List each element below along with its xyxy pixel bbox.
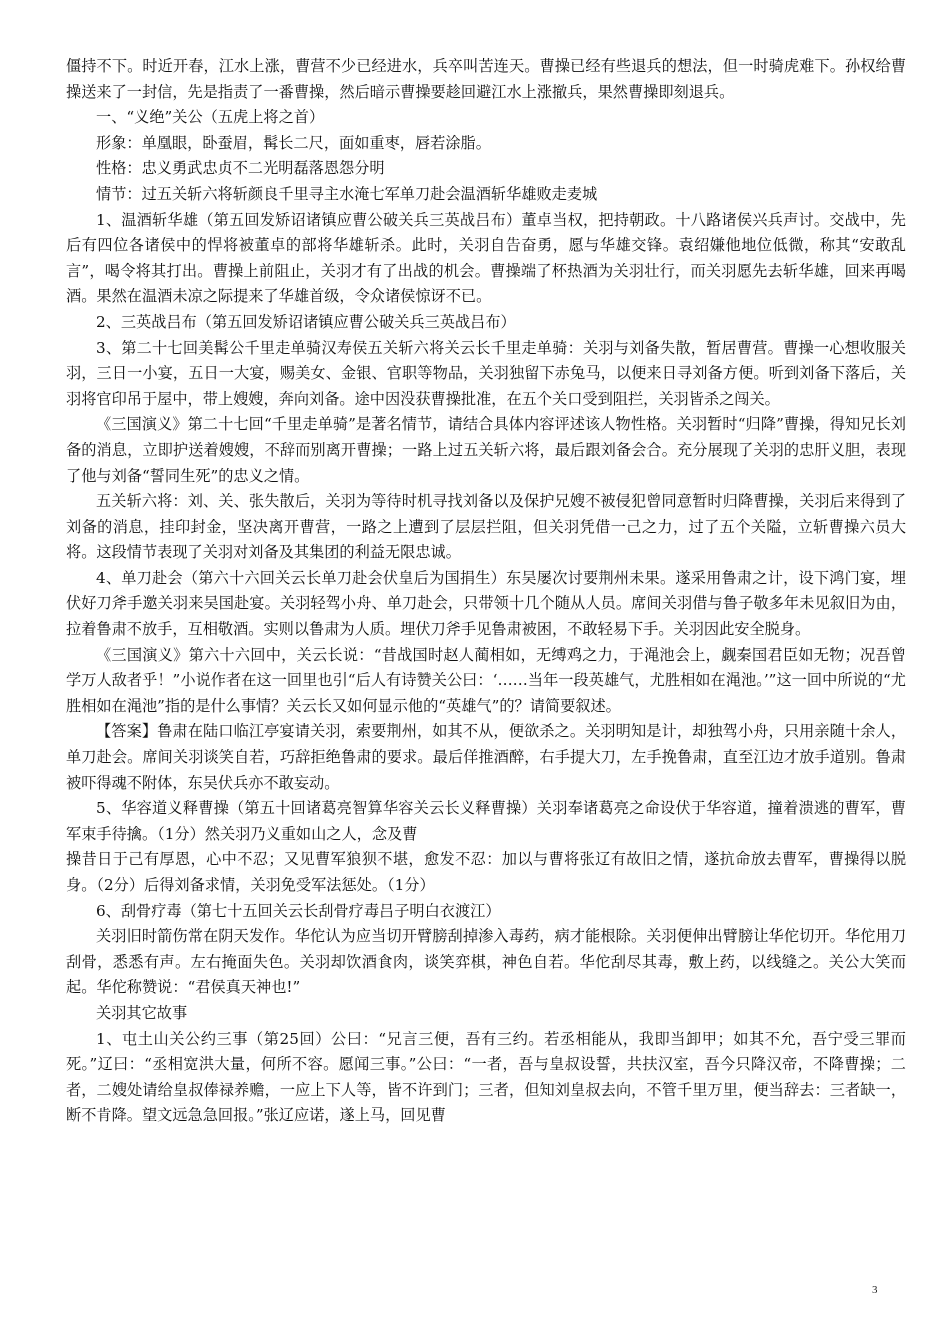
paragraph-character: 性格：忠义勇武忠贞不二光明磊落恩怨分明	[96, 159, 385, 178]
paragraph: 1、屯土山关公约三事（第25回）公曰：“兄言三便，吾有三约。若丞相能从，我即当卸甲；如其不允，吾宁受三罪而死。”辽曰：“丞相宽洪大量，何所不容。愿闻三事。”公曰：“一者，吾与皇叔设誓，共扶汉室，吾今只降汉帝，不降曹操；二者，二嫂处请给皇叔俸禄养赡，一应上下人等，皆不许到门；三者，但知刘皇叔去向，不管千里万里，便当辞去：三者缺一，断不肯降。望文远急急回报。”张辽应诺，遂上马，回见曹	[66, 1029, 906, 1125]
paragraph: 《三国演义》第六十六回中，关云长说：“昔战国时赵人蔺相如，无缚鸡之力，于渑池会上，觑秦国君臣如无物；况吾曾学万人敌者乎！”小说作者在这一回里也引“后人有诗赞关公曰：‘……当年一段英雄气，尤胜相如在渑池。’”这一回中所说的“尤胜相如在渑池”指的是什么事情？关云长又如何显示他的“英雄气”的？请简要叙述。	[66, 645, 906, 715]
paragraph: 僵持不下。时近开春，江水上涨，曹营不少已经进水，兵卒叫苦连天。曹操已经有些退兵的想法，但一时骑虎难下。孙权给曹操送来了一封信，先是指责了一番曹操，然后暗示曹操要趁回避江水上涨撤兵，果然曹操即刻退兵。	[66, 57, 906, 101]
paragraph: 五关斩六将：刘、关、张失散后，关羽为等待时机寻找刘备以及保护兄嫂不被侵犯曾同意暂时归降曹操，关羽后来得到了刘备的消息，挂印封金，坚决离开曹营，一路之上遭到了层层拦阻，但关羽凭借一己之力，过了五个关隘，立斩曹操六员大将。这段情节表现了关羽对刘备及其集团的利益无限忠诚。	[66, 492, 906, 562]
paragraph: 3、第二十七回美髯公千里走单骑汉寿侯五关斩六将关云长千里走单骑：关羽与刘备失散，暂居曹营。曹操一心想收服关羽，三日一小宴，五日一大宴，赐美女、金银、官职等物品，关羽独留下赤兔马，以便来日寻刘备方便。听到刘备下落后，关羽将官印吊于屋中，带上嫂嫂，奔向刘备。途中因没获曹操批准，在五个关口受到阻拦，关羽皆杀之闯关。	[66, 338, 906, 408]
paragraph: 2、三英战吕布（第五回发矫诏诸镇应曹公破关兵三英战吕布）	[96, 312, 516, 331]
paragraph: 《三国演义》第二十七回“千里走单骑”是著名情节，请结合具体内容评述该人物性格。关羽暂时“归降”曹操，得知兄长刘备的消息，立即护送着嫂嫂，不辞而别离开曹操；一路上过五关斩六将，最后跟刘备会合。充分展现了关羽的忠肝义胆，表现了他与刘备“誓同生死”的忠义之情。	[66, 415, 906, 485]
paragraph-subheading: 关羽其它故事	[96, 1003, 188, 1022]
paragraph: 1、温酒斩华雄（第五回发矫诏诸镇应曹公破关兵三英战吕布）董卓当权，把持朝政。十八路诸侯兴兵声讨。交战中，先后有四位各诸侯中的悍将被董卓的部将华雄斩杀。此时，关羽自告奋勇，愿与华雄交锋。袁绍嫌他地位低微，称其“安敢乱言”，喝令将其打出。曹操上前阻止，关羽才有了出战的机会。曹操端了杯热酒为关羽壮行，而关羽愿先去斩华雄，回来再喝酒。果然在温酒未凉之际提来了华雄首级，令众诸侯惊讶不已。	[66, 210, 906, 306]
paragraph-plot-list: 情节：过五关斩六将斩颜良千里寻主水淹七军单刀赴会温酒斩华雄败走麦城	[96, 184, 598, 203]
paragraph: 5、华容道义释曹操（第五十回诸葛亮智算华容关云长义释曹操）关羽奉诸葛亮之命设伏于华容道，撞着溃逃的曹军，曹军束手待擒。（1分）然关羽乃义重如山之人，念及曹	[66, 799, 906, 843]
paragraph: 6、刮骨疗毒（第七十五回关云长刮骨疗毒吕子明白衣渡江）	[96, 901, 501, 920]
page-number: 3	[872, 1284, 878, 1296]
paragraph-answer: 【答案】鲁肃在陆口临江亭宴请关羽，索要荆州，如其不从，便欲杀之。关羽明知是计，却独驾小舟，只用亲随十余人，单刀赴会。席间关羽谈笑自若，巧辞拒绝鲁肃的要求。最后佯推酒醉，右手提大刀，左手挽鲁肃，直至江边才放手道别。鲁肃被吓得魂不附体，东吴伏兵亦不敢妄动。	[66, 722, 906, 792]
paragraph: 4、单刀赴会（第六十六回关云长单刀赴会伏皇后为国捐生）东吴屡次讨要荆州未果。遂采用鲁肃之计，设下鸿门宴，埋伏好刀斧手邀关羽来吴国赴宴。关羽轻驾小舟、单刀赴会，只带领十几个随从人员。席间关羽借与鲁子敬多年未见叙旧为由，拉着鲁肃不放手，互相敬酒。实则以鲁肃为人质。埋伏刀斧手见鲁肃被困，不敢轻易下手。关羽因此安全脱身。	[66, 568, 906, 639]
document-body	[66, 54, 906, 1129]
paragraph: 关羽旧时箭伤常在阴天发作。华佗认为应当切开臂膀刮掉渗入毒药，病才能根除。关羽便伸出臂膀让华佗切开。华佗用刀刮骨，悉悉有声。左右掩面失色。关羽却饮酒食肉，谈笑弈棋，神色自若。华佗刮尽其毒，敷上药，以线缝之。关公大笑而起。华佗称赞说：“君侯真天神也!”	[66, 927, 906, 997]
paragraph: 操昔日于己有厚恩，心中不忍；又见曹军狼狈不堪，愈发不忍：加以与曹将张辽有故旧之情，遂抗命放去曹军，曹操得以脱身。（2分）后得刘备求情，关羽免受军法惩处。（1分）	[66, 850, 906, 894]
paragraph-appearance: 形象：单凰眼，卧蚕眉，髯长二尺，面如重枣，唇若涂脂。	[96, 133, 491, 152]
section-heading-guan-yu: 一、“义绝”关公（五虎上将之首）	[96, 108, 325, 127]
